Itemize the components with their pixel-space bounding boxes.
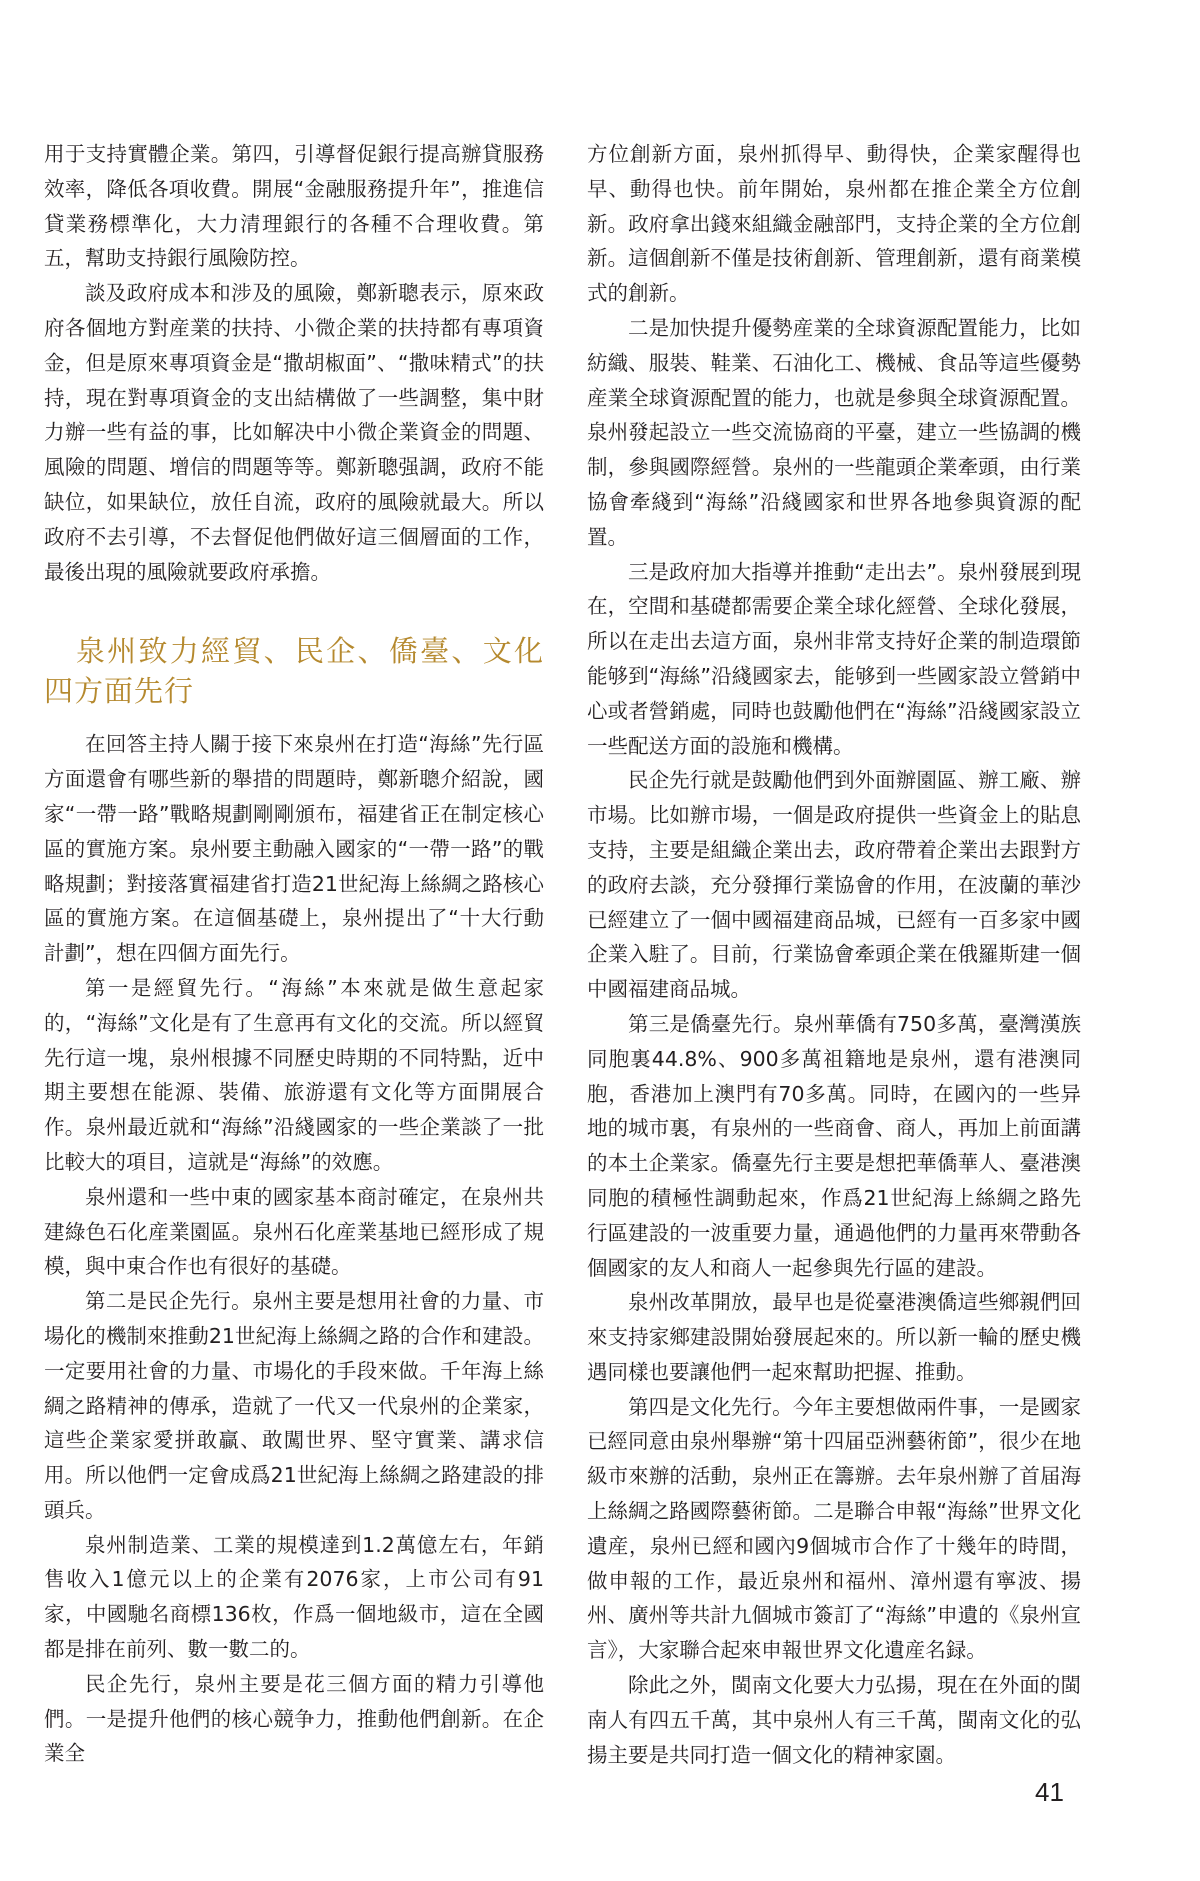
- paragraph: 泉州改革開放，最早也是從臺港澳僑這些鄉親們回來支持家鄉建設開始發展起來的。所以新一輪的歷史機遇同樣也要讓他們一起來幫助把握、推動。: [587, 1290, 1081, 1384]
- paragraph: 除此之外，閩南文化要大力弘揚，現在在外面的閩南人有四五千萬，其中泉州人有三千萬，閩南文化的弘揚主要是共同打造一個文化的精神家園。: [587, 1673, 1081, 1767]
- paragraph: 第二是民企先行。泉州主要是想用社會的力量、市場化的機制來推動21世紀海上絲綢之路的合作和建設。一定要用社會的力量、市場化的手段來做。千年海上絲綢之路精神的傳承，造就了一代又一代泉州的企業家，這些企業家愛拼敢贏、敢闖世界、堅守實業、講求信用。所以他們一定會成爲21世紀海上絲綢之路建設的排頭兵。: [44, 1289, 544, 1522]
- paragraph: 泉州制造業、工業的規模達到1.2萬億左右，年銷售收入1億元以上的企業有2076家，上市公司有91家，中國馳名商標136枚，作爲一個地級市，這在全國都是排在前列、數一數二的。: [44, 1532, 544, 1662]
- paragraph: 第三是僑臺先行。泉州華僑有750多萬，臺灣漢族同胞裏44.8%、900多萬祖籍地是泉州，還有港澳同胞，香港加上澳門有70多萬。同時，在國內的一些异地的城市裏，有泉州的一些商會、商人，再加上前面講的本土企業家。僑臺先行主要是想把華僑華人、臺港澳同胞的積極性調動起來，作爲21世紀海上絲綢之路先行區建設的一波重要力量，通過他們的力量再來帶動各個國家的友人和商人一起參與先行區的建設。: [587, 1011, 1081, 1280]
- left-column: [44, 137, 544, 1771]
- right-column: [587, 137, 1081, 1772]
- page-number: 41: [1035, 1777, 1064, 1807]
- paragraph: 民企先行就是鼓勵他們到外面辦園區、辦工廠、辦市場。比如辦市場，一個是政府提供一些資金上的貼息支持，主要是組織企業出去，政府帶着企業出去跟對方的政府去談，充分發揮行業協會的作用，在波蘭的華沙已經建立了一個中國福建商品城，已經有一百多家中國企業入駐了。目前，行業協會牽頭企業在俄羅斯建一個中國福建商品城。: [587, 768, 1081, 1002]
- paragraph: 在回答主持人關于接下來泉州在打造“海絲”先行區方面還會有哪些新的舉措的問題時，鄭新聰介紹說，國家“一帶一路”戰略規劃剛剛頒布，福建省正在制定核心區的實施方案。泉州要主動融入國家的“一帶一路”的戰略規劃；對接落實福建省打造21世紀海上絲綢之路核心區的實施方案。在這個基礎上，泉州提出了“十大行動計劃”，想在四個方面先行。: [44, 732, 544, 966]
- paragraph: 談及政府成本和涉及的風險，鄭新聰表示，原來政府各個地方對産業的扶持、小微企業的扶持都有專項資金，但是原來專項資金是“撒胡椒面”、“撒味精式”的扶持，現在對專項資金的支出結構做了一些調整，集中財力辦一些有益的事，比如解决中小微企業資金的問題、風險的問題、增信的問題等等。鄭新聰强調，政府不能缺位，如果缺位，放任自流，政府的風險就最大。所以政府不去引導，不去督促他們做好這三個層面的工作，最後出現的風險就要政府承擔。: [44, 281, 544, 584]
- paragraph: 用于支持實體企業。第四，引導督促銀行提高辦貸服務效率，降低各項收費。開展“金融服務提升年”，推進信貸業務標準化，大力清理銀行的各種不合理收費。第五，幫助支持銀行風險防控。: [44, 142, 544, 271]
- paragraph: 二是加快提升優勢産業的全球資源配置能力，比如紡織、服裝、鞋業、石油化工、機械、食品等這些優勢産業全球資源配置的能力，也就是參與全球資源配置。泉州發起設立一些交流協商的平臺，建立一些協調的機制，參與國際經營。泉州的一些龍頭企業牽頭，由行業協會牽綫到“海絲”沿綫國家和世界各地參與資源的配置。: [587, 315, 1081, 549]
- paragraph: 民企先行，泉州主要是花三個方面的精力引導他們。一是提升他們的核心競争力，推動他們創新。在企業全: [44, 1671, 544, 1766]
- paragraph: 第一是經貿先行。“海絲”本來就是做生意起家的，“海絲”文化是有了生意再有文化的交流。所以經貿先行這一塊，泉州根據不同歷史時期的不同特點，近中期主要想在能源、裝備、旅游還有文化等方面開展合作。泉州最近就和“海絲”沿綫國家的一些企業談了一批比較大的項目，這就是“海絲”的效應。: [44, 975, 544, 1174]
- paragraph: 方位創新方面，泉州抓得早、動得快，企業家醒得也早、動得也快。前年開始，泉州都在推企業全方位創新。政府拿出錢來組織金融部門，支持企業的全方位創新。這個創新不僅是技術創新、管理創新，還有商業模式的創新。: [587, 142, 1081, 306]
- paragraph: 泉州還和一些中東的國家基本商討確定，在泉州共建綠色石化産業園區。泉州石化産業基地已經形成了規模，與中東合作也有很好的基礎。: [44, 1184, 544, 1279]
- paragraph: 三是政府加大指導并推動“走出去”。泉州發展到現在，空間和基礎都需要企業全球化經營、全球化發展，所以在走出去這方面，泉州非常支持好企業的制造環節能够到“海絲”沿綫國家去，能够到一些國家設立營銷中心或者營銷處，同時也鼓勵他們在“海絲”沿綫國家設立一些配送方面的設施和機構。: [587, 559, 1081, 758]
- section-heading: 泉州致力經貿、民企、僑臺、文化四方面先行: [44, 634, 544, 709]
- paragraph: 第四是文化先行。今年主要想做兩件事，一是國家已經同意由泉州舉辦“第十四届亞洲藝術節”，很少在地級市來辦的活動，泉州正在籌辦。去年泉州辦了首届海上絲綢之路國際藝術節。二是聯合申報“海絲”世界文化遺産，泉州已經和國內9個城市合作了十幾年的時間，做申報的工作，最近泉州和福州、漳州還有寧波、揚州、廣州等共計九個城市簽訂了“海絲”申遺的《泉州宣言》，大家聯合起來申報世界文化遺産名録。: [587, 1394, 1081, 1663]
